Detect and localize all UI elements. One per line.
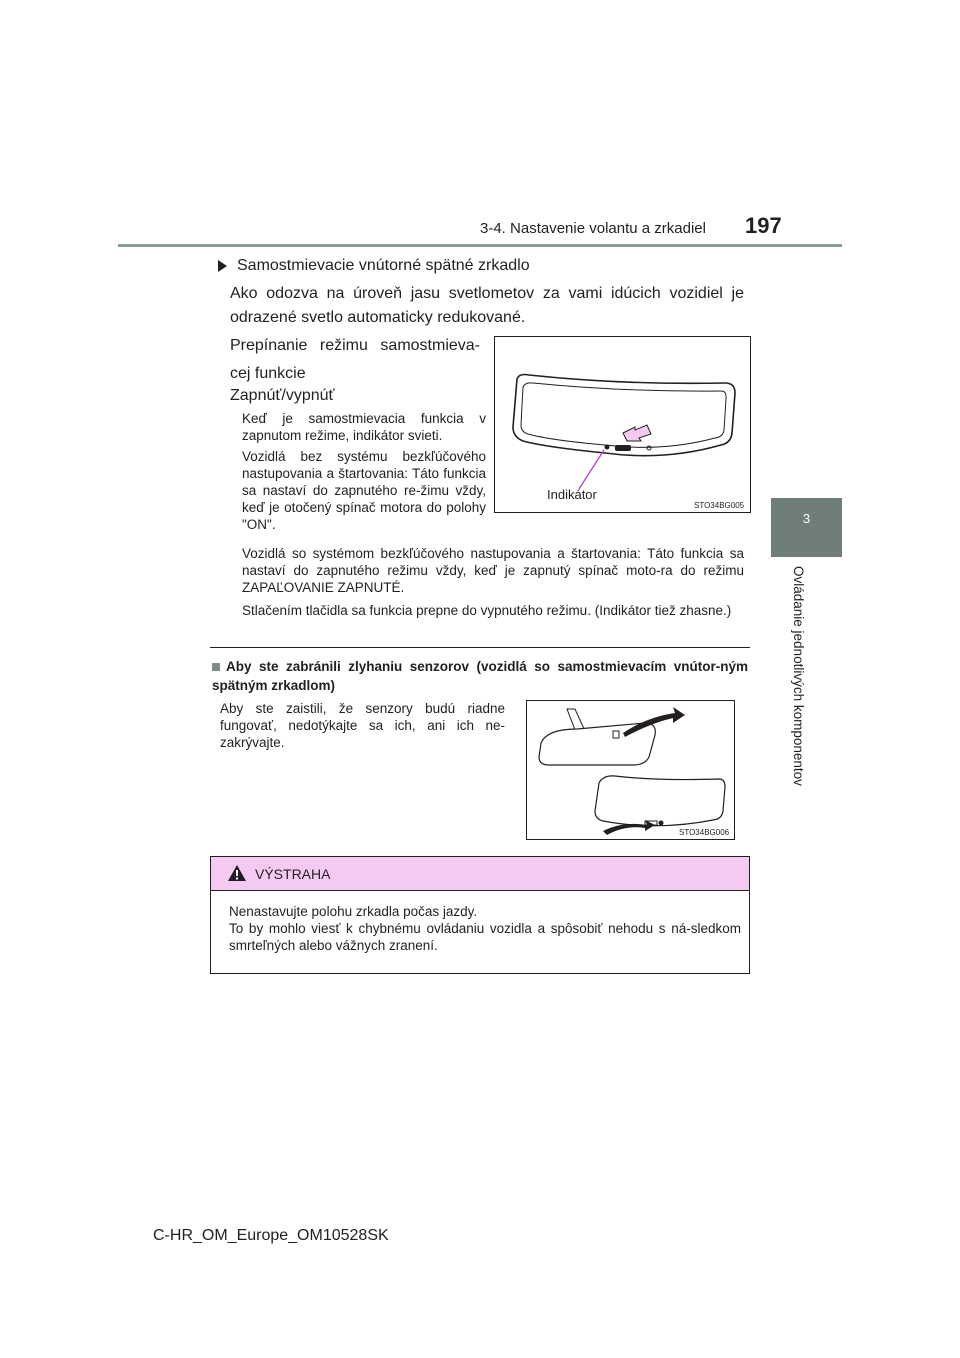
page-number: 197: [745, 213, 782, 238]
mode-title-line2: cej funkcie: [230, 365, 306, 382]
mode-title: [230, 334, 480, 386]
para-no-smart-key: Vozidlá bez systému bezkľúčového nastupovania a štartovania: Táto funkcia sa nastaví do zapnutého re-žimu vždy, keď je otočený spínač motora do polohy "ON".: [242, 449, 486, 532]
warning-triangle-icon: [227, 864, 247, 882]
para-indicator: Keď je samostmievacia funkcia v zapnutom režime, indikátor svieti.: [242, 411, 486, 443]
chapter-number: 3: [802, 511, 811, 526]
mirror-figure: [494, 336, 751, 513]
document-id: C-HR_OM_Europe_OM10528SK: [153, 1227, 389, 1244]
chapter-label: Ovládanie jednotlivých komponentov: [791, 566, 806, 786]
warning-line2: To by mohlo viesť k chybnému ovládaniu vozidla a spôsobiť nehodu s ná-sledkom smrteľných alebo vážnych zranení.: [229, 921, 741, 953]
para-smart-key: Vozidlá so systémom bezkľúčového nastupovania a štartovania: Táto funkcia sa nastaví do zapnutého režimu vždy, keď je zapnutý spínač moto-ra do režimu ZAPAĽOVANIE ZAPNUTÉ.: [242, 546, 744, 595]
header-rule: [118, 244, 842, 247]
main-heading: [218, 254, 530, 278]
sensor-heading-text: Aby ste zabránili zlyhaniu senzorov (vozidlá so samostmievacím vnútor-ným spätným zrkadlom): [212, 659, 748, 693]
mirror-illustration: [495, 337, 750, 512]
mode-title-line1: Prepínanie režimu samostmieva-: [230, 337, 480, 354]
triangle-bullet-icon: [218, 260, 227, 272]
sensor-paragraph: Aby ste zaistili, že senzory budú riadne fungovať, nedotýkajte sa ich, ani ich ne-zakrývajte.: [220, 701, 505, 750]
chapter-tab: [771, 498, 842, 557]
para-button-off: Stlačením tlačidla sa funkcia prepne do vypnutého režimu. (Indikátor tiež zhasne.): [242, 603, 732, 618]
warning-header: [211, 857, 749, 891]
sensor-illustration: [527, 701, 734, 839]
intro-paragraph: Ako odozva na úroveň jasu svetlometov za vami idúcich vozidiel je odrazené svetlo automaticky redukované.: [230, 285, 744, 326]
main-heading-text: Samostmievacie vnútorné spätné zrkadlo: [237, 257, 530, 274]
warning-text: [229, 903, 741, 954]
warning-box: [210, 856, 750, 974]
figure1-code: STO34BG005: [694, 501, 745, 510]
warning-line1: Nenastavujte polohu zrkadla počas jazdy.: [229, 904, 478, 919]
on-off-label: Zapnúť/vypnúť: [230, 387, 335, 404]
figure2-code: STO34BG006: [679, 828, 730, 837]
section-divider: [210, 647, 750, 648]
section-title: 3-4. Nastavenie volantu a zrkadiel: [480, 220, 706, 237]
sensor-figure: [526, 700, 735, 840]
square-bullet-icon: [212, 663, 220, 671]
warning-title: VÝSTRAHA: [255, 866, 331, 882]
chapter-label-wrap: [786, 566, 806, 816]
sensor-heading: [212, 657, 748, 695]
indicator-label: Indikátor: [547, 487, 597, 502]
